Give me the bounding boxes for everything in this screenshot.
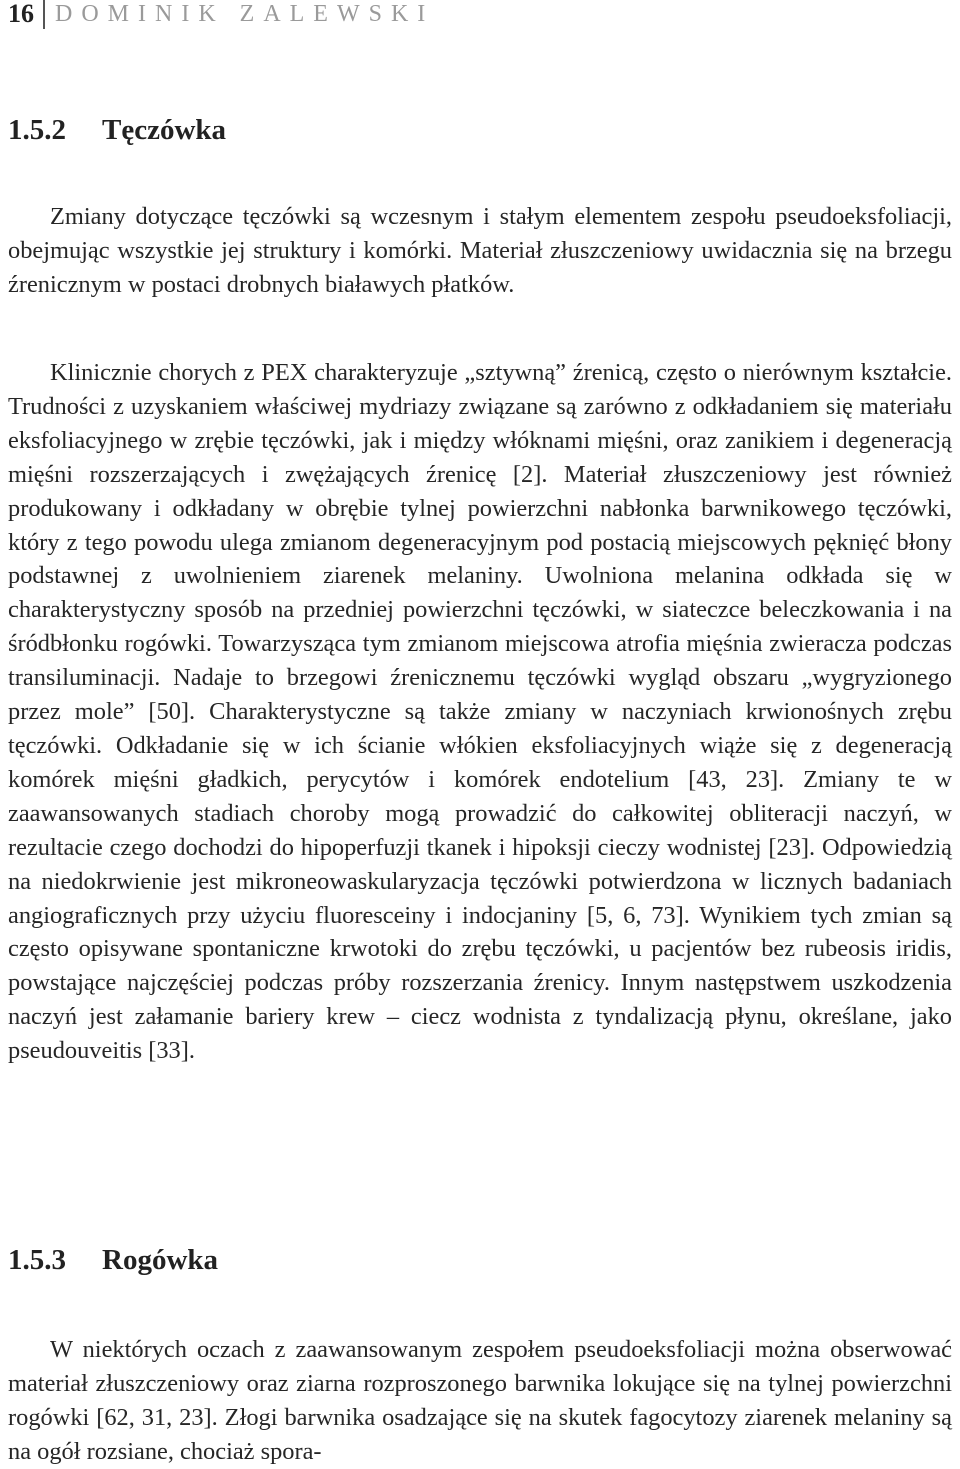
author-name: DOMINIK ZALEWSKI [55,1,435,27]
paragraph-block [8,1333,952,1469]
section-title: Tęczówka [102,114,227,146]
paragraph-block [8,200,952,302]
page-number: 16 [8,0,34,28]
section-heading-1-5-3 [8,1242,218,1278]
header-divider [43,0,45,29]
paragraph-block [8,356,952,1068]
paragraph: W niektórych oczach z zaawansowanym zespołem pseudoeksfoliacji można obserwować materiał złuszczeniowy oraz ziarna rozproszonego barwnika lokujące się na tylnej powierzchni rogówki [62, 31, 23]. Złogi barwnika osadzające się na skutek fagocytozy ziarenek melaniny są na ogół rozsiane, chociaż spora- [8,1336,952,1465]
paragraph: Klinicznie chorych z PEX charakteryzuje „sztywną” źrenicą, często o nierównym kształcie. Trudności z uzyskaniem właściwej mydriazy związane są zarówno z odkładaniem się materiału eksfoliacyjnego w zrębie tęczówki, jak i między włóknami mięśni, oraz zanikiem i degeneracją mięśni rozszerzających i zwężających źrenicę [2]. Materiał złuszczeniowy jest również produkowany i odkładany w obrębie tylnej powierzchni nabłonka barwnikowego tęczówki, który z tego powodu ulega zmianom degeneracyjnym pod postacią miejscowych pęknięć błony podstawnej z uwolnieniem ziarenek melaniny. Uwolniona melanina odkłada się w charakterystyczny sposób na przedniej powierzchni tęczówki, w siateczce beleczkowania i na śródbłonku rogówki. Towarzysząca tym zmianom miejscowa atrofia mięśnia zwieracza podczas transiluminacji. Nadaje to brzegowi źrenicznemu tęczówki wygląd obszaru „wygryzionego przez mole” [50]. Charakterystyczne są także zmiany w naczyniach krwionośnych zrębu tęczówki. Odkładanie się w ich ścianie włókien eksfoliacyjnych wiąże się z degeneracją komórek mięśni gładkich, perycytów i komórek endotelium [43, 23]. Zmiany te w zaawansowanych stadiach choroby mogą prowadzić do całkowitej obliteracji naczyń, w rezultacie czego dochodzi do hipoperfuzji tkanek i hipoksji cieczy wodnistej [23]. Odpowiedzią na niedokrwienie jest mikroneowaskularyzacja tęczówki potwierdzona w licznych badaniach angiograficznych przy użyciu fluoresceiny i indocjaniny [5, 6, 73]. Wynikiem tych zmian są często opisywane spontaniczne krwotoki do zrębu tęczówki, u pacjentów bez rubeosis iridis, powstające najczęściej podczas próby rozszerzania źrenicy. Innym następstwem uszkodzenia naczyń jest załamanie bariery krew – ciecz wodnista z tyndalizacją płynu, określane, jako pseudouveitis [33]. [8,359,952,1065]
section-number: 1.5.2 [8,114,66,146]
section-heading-1-5-2 [8,112,226,148]
section-title: Rogówka [102,1244,219,1276]
running-header [8,0,434,30]
section-number: 1.5.3 [8,1244,66,1276]
paragraph: Zmiany dotyczące tęczówki są wczesnym i stałym elementem zespołu pseudoeksfoliacji, obejmując wszystkie jej struktury i komórki. Materiał złuszczeniowy uwidacznia się na brzegu źrenicznym w postaci drobnych białawych płatków. [8,203,952,298]
